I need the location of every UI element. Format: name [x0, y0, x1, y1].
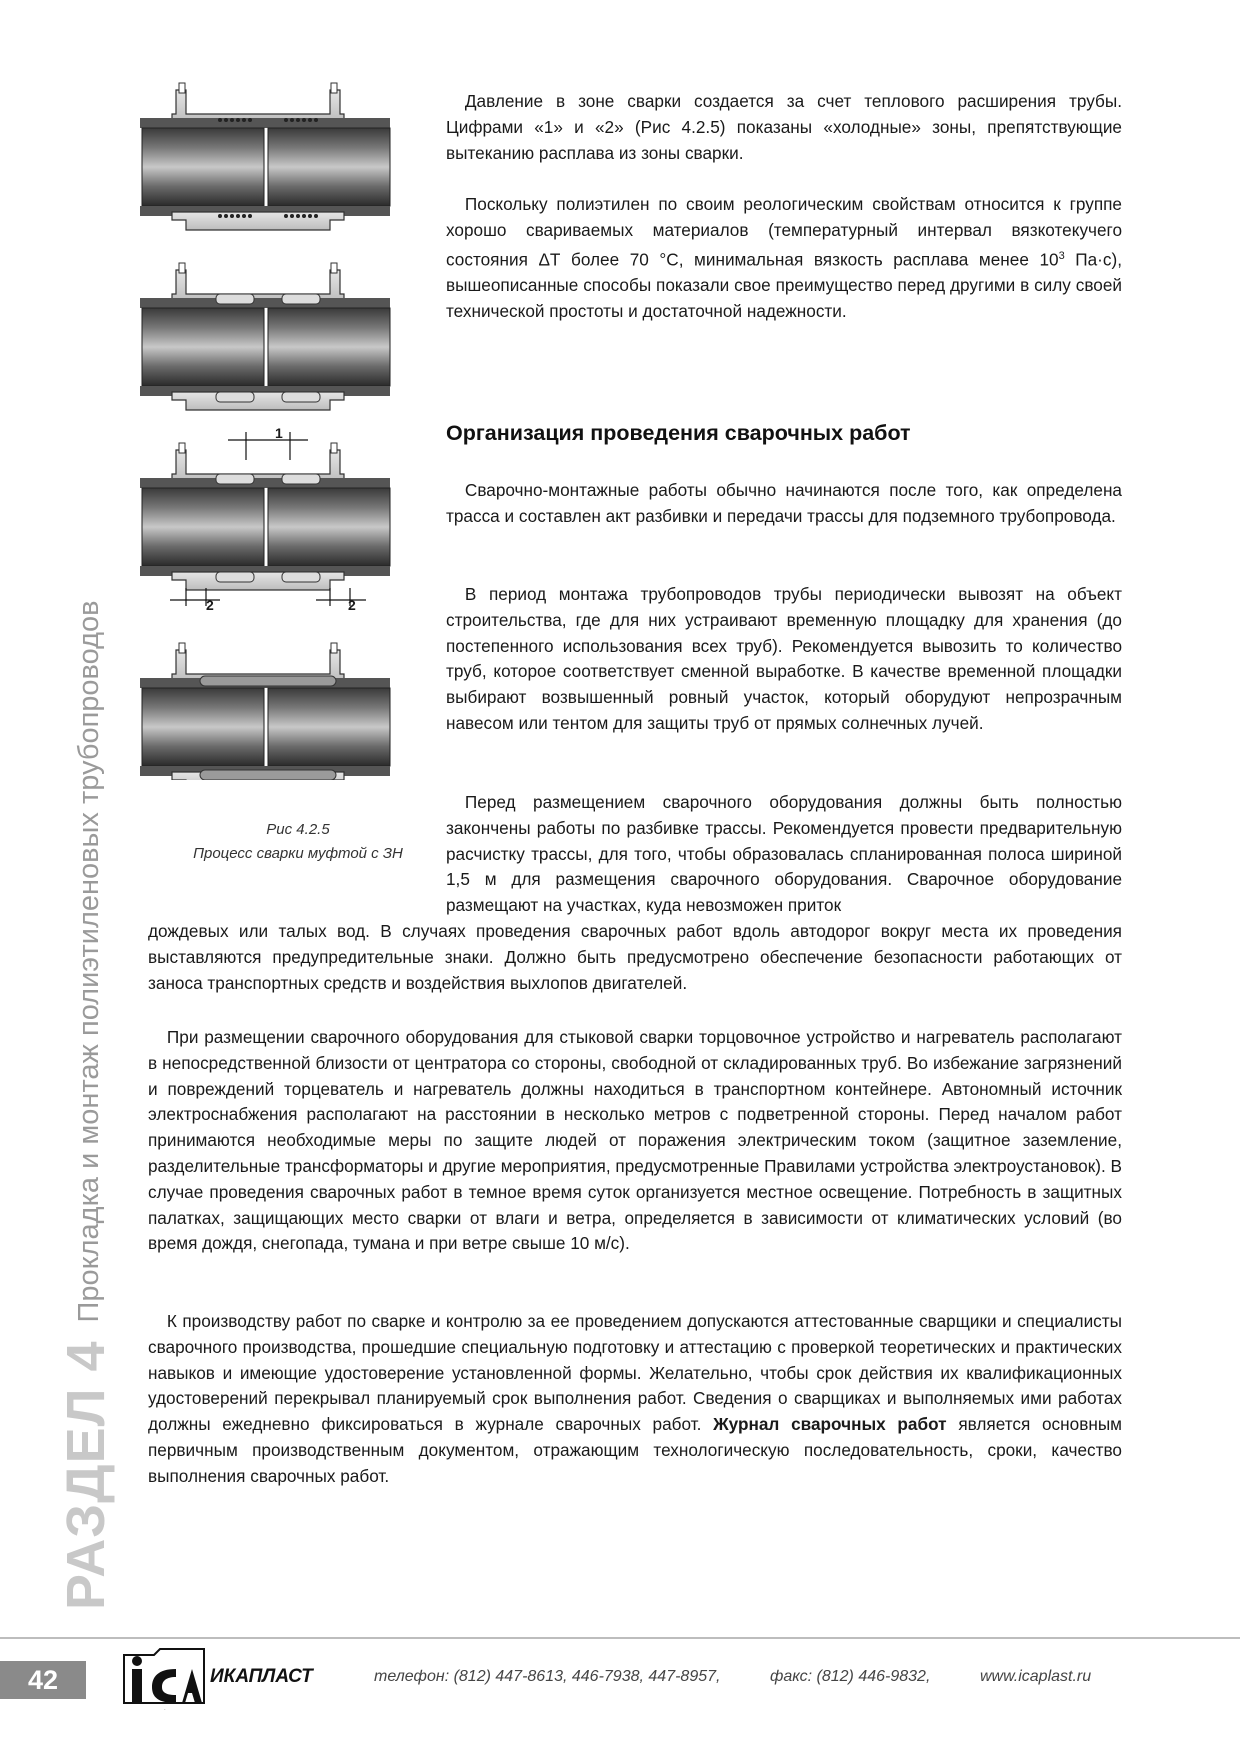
intro-paragraph-2: Поскольку полиэтилен по своим реологическим свойствам относится к группе хорошо свариваемых материалов (температурный интервал вязкотекучего состояния ΔТ более 70 °С, минимальная вязкость расплава менее $10^3$ Па·с), вышеописанные способы показали свое преимущество перед другими в силу своей технической простоты и достаточной надежности. — [446, 194, 1122, 321]
journal-term: Журнал сварочных работ — [713, 1414, 947, 1435]
welding-process-figure — [140, 80, 400, 780]
figure-caption — [140, 818, 456, 866]
section-paragraph-2: В период монтажа трубопроводов трубы периодически вывозят на объект строительства, где для них устраивают временную площадку для хранения (до постепенного использования всех труб). Рекомендуется вывозить то количество труб, которое соответствует сменной выработке. В качестве временной площадки выбирают возвышенный ровный участок, который оборудуют непрозрачным навесом или тентом для защиты труб от прямых солнечных лучей. — [446, 584, 1122, 733]
zone-marker-2-left: 2 — [206, 597, 214, 613]
stage-4-diagram — [140, 643, 390, 780]
figure-title: Процесс сварки муфтой с ЗН — [193, 845, 403, 862]
footer-divider — [0, 1637, 1240, 1639]
section-paragraph-5: К производству работ по сварке и контролю за ее проведением допускаются аттестованные сварщики и специалисты сварочного производства, прошедшие специальную подготовку и аттестацию с проверкой теоретических и практических навыков и имеющие удостоверение установленной формы. Желательно, чтобы срок действия их квалификационных удостоверений перекрывал планируемый срок выполнения работ. Сведения о сварщиках и выполняемых ими работах должны ежедневно фиксироваться в журнале сварочных работ. Журнал сварочных работ является основным первичным производственным документом, отражающим технологическую последовательность, сроки, качество выполнения сварочных работ. — [148, 1311, 1122, 1486]
intro-paragraph-1: Давление в зоне сварки создается за счет теплового расширения трубы. Цифрами «1» и «2» (Рис 4.2.5) показаны «холодные» зоны, препятствующие вытеканию расплава из зоны сварки. — [446, 91, 1122, 163]
company-logo — [118, 1647, 210, 1711]
logo-text: ICA — [164, 1710, 166, 1711]
section-paragraph-1: Сварочно-монтажные работы обычно начинаются после того, как определена трасса и составлен акт разбивки и передачи трассы для подземного трубопровода. — [446, 480, 1122, 526]
section-heading: Организация проведения сварочных работ — [446, 421, 911, 445]
stage-3-diagram — [140, 432, 390, 606]
superscript: 3 — [1058, 249, 1065, 262]
footer-fax: факс: (812) 446-9832, — [770, 1668, 931, 1685]
section-paragraph-3-start: Перед размещением сварочного оборудования должны быть полностью закончены работы по разбивке трассы. Рекомендуется провести предварительную расчистку трассы, для того, чтобы образовалась спланированная полоса шириной 1,5 м для размещения сварочного оборудования. Сварочное оборудование размещают на участках, куда невозможен приток — [446, 792, 1122, 916]
figure-number: Рис 4.2.5 — [266, 821, 330, 838]
sidebar-title — [55, 600, 117, 1610]
section-paragraph-4: При размещении сварочного оборудования для стыковой сварки торцовочное устройство и нагреватель располагают в непосредственной близости от центратора со стороны, свободной от складированных труб. Во избежание загрязнений и повреждений торцеватель и нагреватель должны находиться в транспортном контейнере. Автономный источник электроснабжения располагают на расстоянии в несколько метров с подветренной стороны. Перед началом работ принимаются необходимые меры по защите людей от поражения электрическим током (защитное заземление, разделительные трансформаторы и другие мероприятия, предусмотренные Правилами устройства электроустановок). В случае проведения сварочных работ в темное время суток организуется местное освещение. Потребность в защитных палатках, защищающих место сварки от влаги и ветра, определяется в зависимости от климатических условий (во время дождя, снегопада, тумана и при ветре свыше 10 м/с). — [148, 1027, 1122, 1254]
page-number: 42 — [0, 1661, 86, 1699]
section-label: РАЗДЕЛ 4 — [56, 1340, 116, 1610]
brand-name: ИКАПЛАСТ — [210, 1666, 313, 1687]
stage-2-diagram — [140, 263, 390, 410]
footer-phone: телефон: (812) 447-8613, 446-7938, 447-8957, — [374, 1668, 721, 1685]
zone-marker-2-right: 2 — [348, 597, 356, 613]
section-title: Прокладка и монтаж полиэтиленовых трубопроводов — [73, 600, 105, 1323]
zone-marker-1: 1 — [275, 425, 283, 441]
stage-1-diagram — [140, 83, 390, 230]
footer-website[interactable]: www.icaplast.ru — [980, 1668, 1092, 1685]
section-paragraph-3-continued: дождевых или талых вод. В случаях проведения сварочных работ вдоль автодорог вокруг места их проведения выставляются предупредительные знаки. Должно быть предусмотрено обеспечение безопасности работающих от заноса транспортных средств и воздействия выхлопов двигателей. — [148, 921, 1122, 993]
